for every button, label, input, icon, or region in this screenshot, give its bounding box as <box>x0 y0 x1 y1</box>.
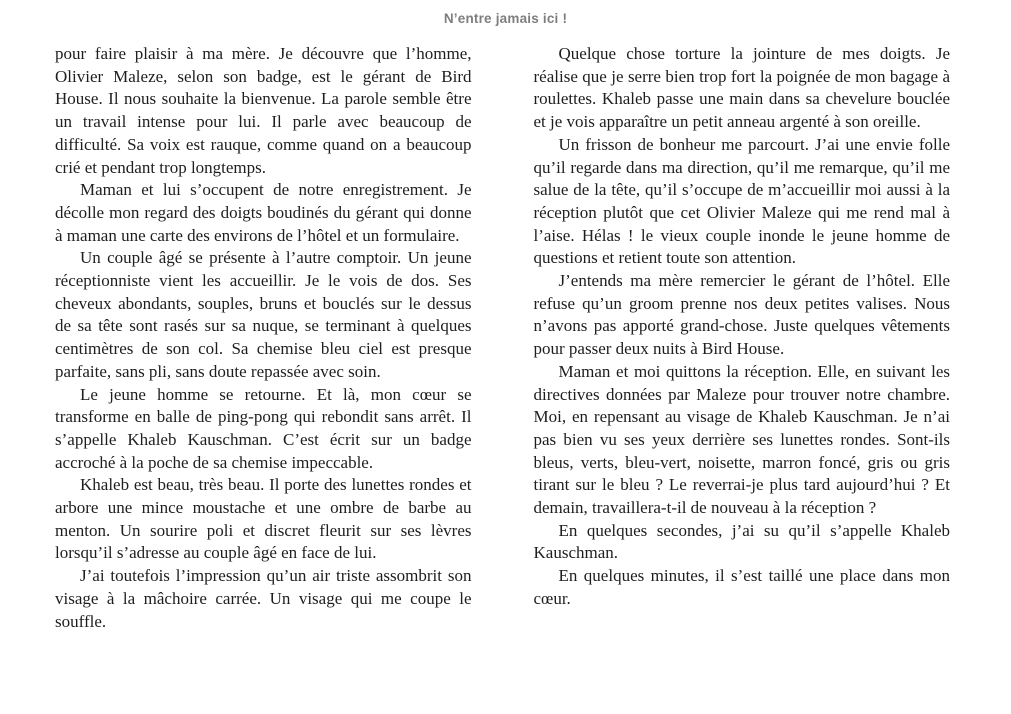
paragraph: J’entends ma mère remercier le gérant de l’hôtel. Elle refuse qu’un groom prenne nos deux petites valises. Nous n’avons pas apporté grand-chose. Juste quelques vêtements pour passer deux nuits à Bird House. <box>533 271 950 359</box>
book-title: N’entre jamais ici ! <box>443 11 568 26</box>
running-header <box>0 0 1011 27</box>
paragraph: Un frisson de bonheur me parcourt. J’ai une envie folle qu’il regarde dans ma direction, qu’il me remarque, qu’il me salue de la tête, qu’il s’occupe de m’accueillir moi aussi à la réception plutôt que cet Olivier Maleze qui me rend mal à l’aise. Hélas ! le vieux couple inonde le jeune homme de questions et retient toute son attention. <box>533 134 950 268</box>
paragraph: pour faire plaisir à ma mère. Je découvre que l’homme, Olivier Maleze, selon son badge, est le gérant de Bird House. Il nous souhaite la bienvenue. La parole semble être un travail intense pour lui. Il parle avec beaucoup de difficulté. Sa voix est rauque, comme quand on a beaucoup crié et pendant trop longtemps. <box>55 44 472 177</box>
paragraph: En quelques minutes, il s’est taillé une place dans mon cœur. <box>533 566 950 608</box>
paragraph: J’ai toutefois l’impression qu’un air triste assombrit son visage à la mâchoire carrée. Un visage qui me coupe le souffle. <box>55 566 472 631</box>
paragraph: En quelques secondes, j’ai su qu’il s’appelle Khaleb Kauschman. <box>533 520 950 563</box>
paragraph: Khaleb est beau, très beau. Il porte des lunettes rondes et arbore une mince moustache et une ombre de barbe au menton. Un sourire poli et discret fleurit sur ses lèvres lorsqu’il s’adresse au couple âgé en face de lui. <box>55 475 472 563</box>
paragraph: Le jeune homme se retourne. Et là, mon cœur se transforme en balle de ping-pong qui rebondit sans arrêt. Il s’appelle Khaleb Kauschman. C’est écrit sur un badge accroché à la poche de sa chemise impeccable. <box>55 384 472 472</box>
paragraph: Maman et moi quittons la réception. Elle, en suivant les directives données par Maleze pour trouver notre chambre. Moi, en repensant au visage de Khaleb Kauschman. Je n’ai pas bien vu ses yeux derrière ses lunettes rondes. Sont-ils bleus, verts, bleu-vert, noisette, marron foncé, gris ou gris tirant sur le bleu ? Le reverrai-je plus tard aujourd’hui ? Et demain, travaillera-t-il de nouveau à la réception ? <box>533 361 950 518</box>
book-page <box>0 43 1011 633</box>
paragraph: Maman et lui s’occupent de notre enregistrement. Je décolle mon regard des doigts boudinés du gérant qui donne à maman une carte des environs de l’hôtel et un formulaire. <box>55 180 472 245</box>
right-column <box>534 43 951 633</box>
paragraph: Un couple âgé se présente à l’autre comptoir. Un jeune réceptionniste vient les accueillir. Je le vois de dos. Ses cheveux abondants, souples, bruns et bouclés sur le dessus de sa tête sont rasés sur sa nuque, se terminant à quelques centimètres de son col. Sa chemise bleu ciel est presque parfaite, sans pli, sans doute repassée avec soin. <box>55 248 472 381</box>
left-column <box>55 43 472 633</box>
paragraph: Quelque chose torture la jointure de mes doigts. Je réalise que je serre bien trop fort la poignée de mon bagage à roulettes. Khaleb passe une main dans sa chevelure bouclée et je vois apparaître un petit anneau argenté à son oreille. <box>533 44 950 132</box>
